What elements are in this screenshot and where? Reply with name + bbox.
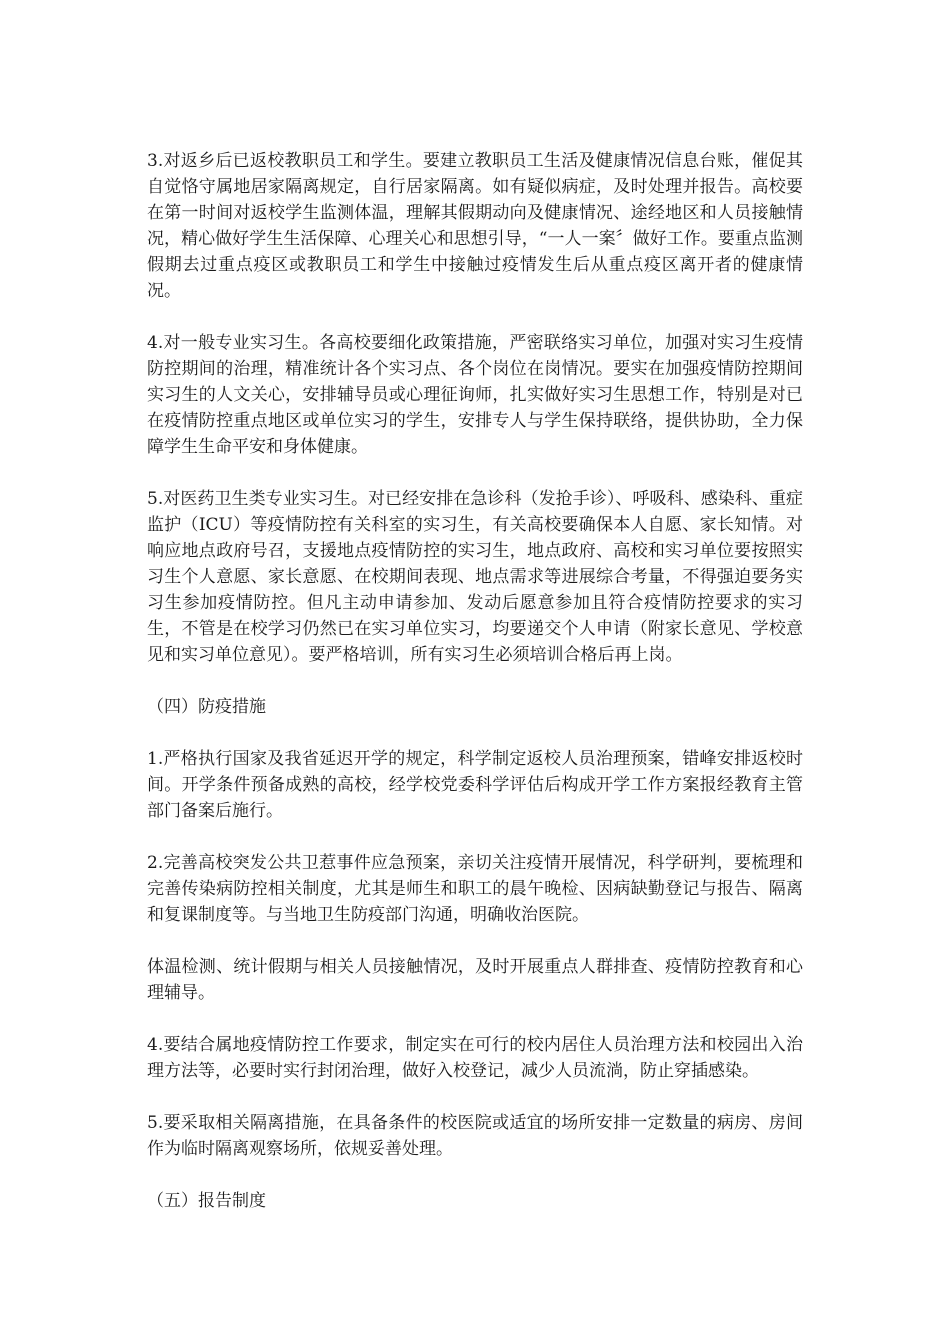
section-heading-reporting-system: （五）报告制度 [147, 1191, 266, 1211]
paragraph-general-interns: 4.对一般专业实习生。各高校要细化政策措施，严密联络实习单位，加强对实习生疫情防控期间的治理，精准统计各个实习点、各个岗位在岗情况。要实在加强疫情防控期间实习生的人文关心，安排辅导员或心理征询师，扎实做好实习生思想工作，特别是对已在疫情防控重点地区或单位实习的学生，安排专人与学生保持联络，提供协助，全力保障学生生命平安和身体健康。 [147, 333, 803, 457]
paragraph-campus-management: 4.要结合属地疫情防控工作要求，制定实在可行的校内居住人员治理方法和校园出入治理方法等，必要时实行封闭治理，做好入校登记，减少人员流淌，防止穿插感染。 [147, 1035, 803, 1081]
paragraph-emergency-plan: 2.完善高校突发公共卫惹事件应急预案，亲切关注疫情开展情况，科学研判，要梳理和完善传染病防控相关制度，尤其是师生和职工的晨午晚检、因病缺勤登记与报告、隔离和复课制度等。与当地卫生防疫部门沟通，明确收治医院。 [147, 853, 803, 925]
document-body [147, 148, 803, 1240]
paragraph-isolation-measures: 5.要采取相关隔离措施，在具备条件的校医院或适宜的场所安排一定数量的病房、房间作为临时隔离观察场所，依规妥善处理。 [147, 1113, 803, 1159]
paragraph-medical-interns: 5.对医药卫生类专业实习生。对已经安排在急诊科（发抢手诊）、呼吸科、感染科、重症监护（ICU）等疫情防控有关科室的实习生，有关高校要确保本人自愿、家长知情。对响应地点政府号召，支援地点疫情防控的实习生，地点政府、高校和实习单位要按照实习生个人意愿、家长意愿、在校期间表现、地点需求等进展综合考量，不得强迫要务实习生参加疫情防控。但凡主动申请参加、发动后愿意参加且符合疫情防控要求的实习生，不管是在校学习仍然已在实习单位实习，均要递交个人申请（附家长意见、学校意见和实习单位意见）。要严格培训，所有实习生必须培训合格后再上岗。 [147, 489, 803, 665]
paragraph-temperature-detection: 体温检测、统计假期与相关人员接触情况，及时开展重点人群排查、疫情防控教育和心理辅导。 [147, 957, 803, 1003]
section-heading-prevention-measures: （四）防疫措施 [147, 697, 266, 717]
paragraph-delayed-school-opening: 1.严格执行国家及我省延迟开学的规定，科学制定返校人员治理预案，错峰安排返校时间。开学条件预备成熟的高校，经学校党委科学评估后构成开学工作方案报经教育主管部门备案后施行。 [147, 749, 803, 821]
paragraph-returning-staff-students: 3.对返乡后已返校教职员工和学生。要建立教职员工生活及健康情况信息台账，催促其自觉恪守属地居家隔离规定，自行居家隔离。如有疑似病症，及时处理并报告。高校要在第一时间对返校学生监测体温，理解其假期动向及健康情况、途经地区和人员接触情况，精心做好学生生活保障、心理关心和思想引导，“一人一案〞做好工作。要重点监测假期去过重点疫区或教职员工和学生中接触过疫情发生后从重点疫区离开者的健康情况。 [147, 151, 803, 301]
